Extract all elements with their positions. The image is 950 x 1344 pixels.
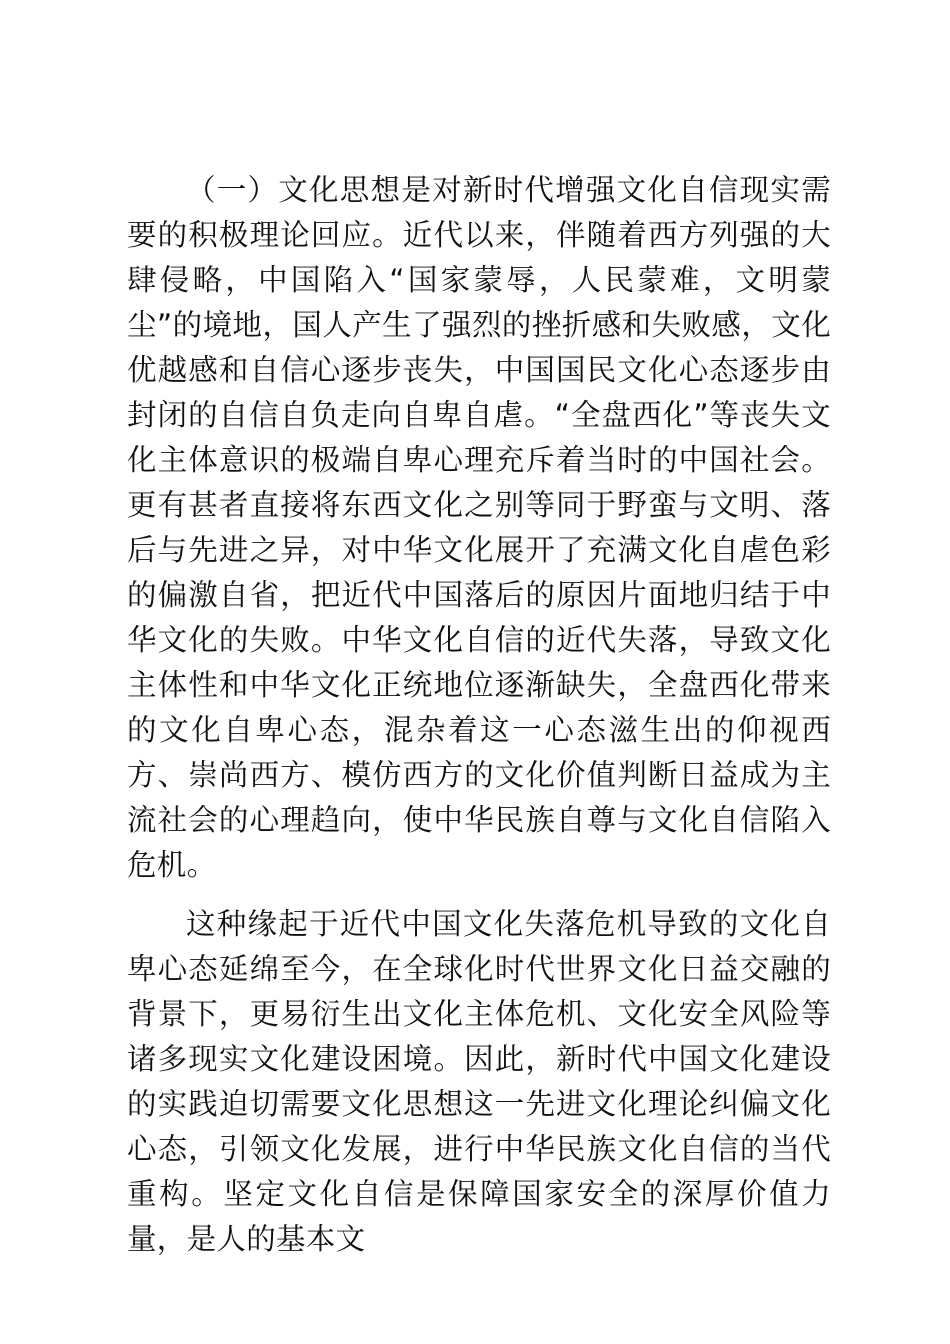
paragraph-1: （一）文化思想是对新时代增强文化自信现实需要的积极理论回应。近代以来，伴随着西方列强的大肆侵略，中国陷入“国家蒙辱，人民蒙难，文明蒙尘”的境地，国人产生了强烈的挫折感和失败感，文化优越感和自信心逐步丧失，中国国民文化心态逐步由封闭的自信自负走向自卑自虐。“全盘西化”等丧失文化主体意识的极端自卑心理充斥着当时的中国社会。更有甚者直接将东西文化之别等同于野蛮与文明、落后与先进之异，对中华文化展开了充满文化自虐色彩的偏激自省，把近代中国落后的原因片面地归结于中华文化的失败。中华文化自信的近代失落，导致文化主体性和中华文化正统地位逐渐缺失，全盘西化带来的文化自卑心态，混杂着这一心态滋生出的仰视西方、崇尚西方、模仿西方的文化价值判断日益成为主流社会的心理趋向，使中华民族自尊与文化自信陷入危机。 [127,173,831,882]
document-page [127,168,831,1262]
paragraph-2: 这种缘起于近代中国文化失落危机导致的文化自卑心态延绵至今，在全球化时代世界文化日益交融的背景下，更易衍生出文化主体危机、文化安全风险等诸多现实文化建设困境。因此，新时代中国文化建设的实践迫切需要文化思想这一先进文化理论纠偏文化心态，引领文化发展，进行中华民族文化自信的当代重构。坚定文化自信是保障国家安全的深厚价值力量，是人的基本文 [127,907,831,1256]
